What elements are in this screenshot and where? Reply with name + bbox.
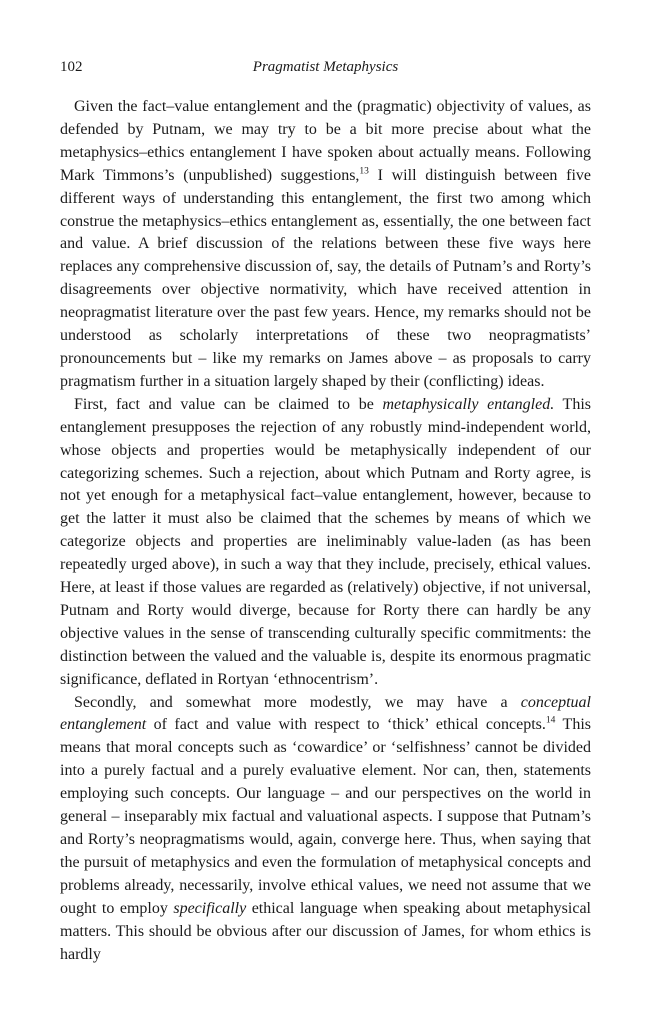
text-run: Given the fact–value entanglement and the (pragmatic) objectivity of values, as defended by Putnam, we may try to be a bit more precise about what the metaphysics–ethics entanglement I have spoken about actually means. Following Mark Timmons’s (unpublished) suggestions, bbox=[60, 98, 591, 184]
text-run: Secondly, and somewhat more modestly, we may have a bbox=[74, 693, 521, 711]
footnote-ref[interactable]: 14 bbox=[545, 716, 556, 727]
paragraph bbox=[60, 394, 591, 692]
text-run: I will distinguish between five different ways of understanding this entanglement, the first two among which construe the metaphysics–ethics entanglement as, essentially, the one between fact and value. A brief discussion of the relations between these five ways here replaces any comprehensive discussion of, say, the details of Putnam’s and Rorty’s disagreements over objective normativity, which have received attention in neopragmatist literature over the past few years. Hence, my remarks should not be understood as scholarly interpretations of these two neopragmatists’ pronouncements but – like my remarks on James above – as proposals to carry pragmatism further in a situation largely shaped by their (conflicting) ideas. bbox=[60, 166, 591, 390]
text-run: ethical language when speaking about metaphysical matters. This should be obvious after our discussion of James, for whom ethics is hardly bbox=[60, 899, 591, 963]
emphasis: conceptual entanglement bbox=[60, 693, 591, 734]
text-run: This means that moral concepts such as ‘cowardice’ or ‘selfishness’ cannot be divided into a purely factual and a purely evaluative element. Nor can, then, statements employing such concepts. Our language – and our perspectives on the world in general – inseparably mix factual and valuational aspects. I suppose that Putnam’s and Rorty’s neopragmatisms would, again, converge here. Thus, when saying that the pursuit of metaphysics and even the formulation of metaphysical concepts and problems already, necessarily, involve ethical values, we need not assume that we ought to employ bbox=[60, 716, 591, 917]
emphasis: metaphysically entangled. bbox=[382, 395, 555, 413]
text-run: of fact and value with respect to ‘thick’ ethical concepts. bbox=[146, 716, 546, 734]
page-number: 102 bbox=[60, 59, 83, 75]
text-run: This entanglement presupposes the rejection of any robustly mind-independent world, whose objects and properties would be metaphysically independent of our categorizing schemes. Such a rejection, about which Putnam and Rorty agree, is not yet enough for a metaphysical fact–value entanglement, however, because to get the latter it must also be claimed that the schemes by means of which we categorize objects and properties are ineliminably value-laden (as has been repeatedly urged above), in such a way that they include, precisely, ethical values. Here, at least if those values are regarded as (relatively) objective, if not universal, Putnam and Rorty would diverge, because for Rorty there can hardly be any objective values in the sense of transcending culturally specific commitments: the distinction between the valued and the valuable is, despite its enormous pragmatic significance, deflated in Rortyan ‘ethnocentrism’. bbox=[60, 395, 591, 688]
book-page bbox=[60, 50, 591, 966]
footnote-ref[interactable]: 13 bbox=[359, 166, 369, 177]
paragraph bbox=[60, 692, 591, 967]
emphasis: specifically bbox=[173, 899, 247, 917]
body-text bbox=[60, 96, 591, 966]
text-run: First, fact and value can be claimed to be bbox=[74, 395, 383, 413]
paragraph bbox=[60, 96, 591, 394]
running-title: Pragmatist Metaphysics bbox=[252, 59, 399, 75]
running-head bbox=[60, 50, 591, 74]
